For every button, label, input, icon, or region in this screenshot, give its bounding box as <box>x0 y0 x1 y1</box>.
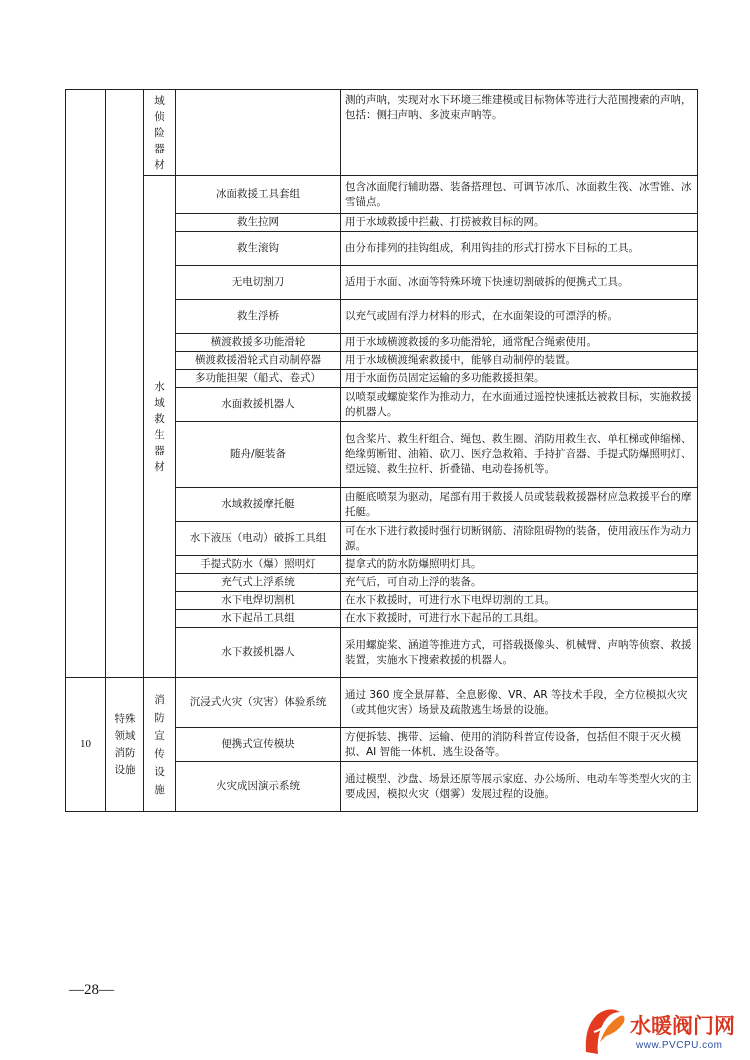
item-name <box>176 90 341 176</box>
table-row <box>66 90 698 176</box>
item-description: 可在水下进行救援时强行切断钢筋、清除阻碍物的装备，使用液压作为动力源。 <box>341 522 698 556</box>
item-name: 冰面救援工具套组 <box>176 176 341 214</box>
item-description: 由艇底喷泵为驱动，尾部有用于救援人员或装载救援器材应急救援平台的摩托艇。 <box>341 488 698 522</box>
item-name: 救生滚钩 <box>176 232 341 266</box>
item-description: 在水下救援时，可进行水下电焊切割的工具。 <box>341 592 698 610</box>
item-description: 用于水面伤员固定运输的多功能救援担架。 <box>341 370 698 388</box>
table-body <box>66 90 698 812</box>
item-description: 方便拆装、携带、运输、使用的消防科普宣传设备，包括但不限于灭火模拟、AI 智能一体机、逃生设备等。 <box>341 728 698 762</box>
item-name: 水下电焊切割机 <box>176 592 341 610</box>
item-description: 以喷泵或螺旋桨作为推动力，在水面通过遥控快速抵达被救目标，实施救援的机器人。 <box>341 388 698 422</box>
section-number-cell: 10 <box>66 678 106 812</box>
item-description: 包含冰面爬行辅助器、装备搭理包、可调节冰爪、冰面救生筏、冰雪锥、冰雪锚点。 <box>341 176 698 214</box>
item-description: 适用于水面、冰面等特殊环境下快速切割破拆的便携式工具。 <box>341 266 698 300</box>
item-description: 通过 360 度全景屏幕、全息影像、VR、AR 等技术手段，全方位模拟火灾（或其他灾害）场景及疏散逃生场景的设施。 <box>341 678 698 728</box>
table-row <box>66 678 698 728</box>
watermark-url: www.PVCPU.com <box>636 1040 723 1051</box>
item-description: 用于水域横渡绳索救援中，能够自动制停的装置。 <box>341 352 698 370</box>
item-name: 沉浸式火灾（灾害）体验系统 <box>176 678 341 728</box>
section-number-cell <box>66 90 106 678</box>
item-name: 便携式宣传模块 <box>176 728 341 762</box>
item-name: 水域救援摩托艇 <box>176 488 341 522</box>
item-name: 水下起吊工具组 <box>176 610 341 628</box>
item-description: 提拿式的防水防爆照明灯具。 <box>341 556 698 574</box>
item-name: 救生浮桥 <box>176 300 341 334</box>
pvcpu-logo-icon <box>580 1002 628 1058</box>
subcategory-cell: 域侦险器材 <box>144 90 176 176</box>
item-name: 无电切割刀 <box>176 266 341 300</box>
item-description: 用于水域横渡救援的多功能滑轮，通常配合绳索使用。 <box>341 334 698 352</box>
item-description: 采用螺旋桨、涵道等推进方式，可搭载摄像头、机械臂、声呐等侦察、救援装置，实施水下搜索救援的机器人。 <box>341 628 698 678</box>
subcategory-cell: 水域救生器材 <box>144 176 176 678</box>
table-row <box>66 176 698 214</box>
item-description: 包含桨片、救生杆组合、绳包、救生圈、消防用救生衣、单杠梯或伸缩梯、绝缘剪断钳、油箱、砍刀、医疗急救箱、手持扩音器、手提式防爆照明灯、望远镜、救生拉杆、折叠锚、电动卷扬机等。 <box>341 422 698 488</box>
equipment-spec-table <box>65 89 698 812</box>
item-description: 用于水域救援中拦截、打捞被救目标的网。 <box>341 214 698 232</box>
item-name: 多功能担架（船式、卷式） <box>176 370 341 388</box>
item-name: 火灾成因演示系统 <box>176 762 341 812</box>
item-name: 手提式防水（爆）照明灯 <box>176 556 341 574</box>
watermark-title: 水暖阀门网 <box>630 1014 735 1038</box>
item-description: 通过模型、沙盘、场景还原等展示家庭、办公场所、电动车等类型火灾的主要成因，模拟火灾（烟雾）发展过程的设施。 <box>341 762 698 812</box>
item-name: 救生拉网 <box>176 214 341 232</box>
item-name: 横渡救援多功能滑轮 <box>176 334 341 352</box>
item-name: 水下救援机器人 <box>176 628 341 678</box>
item-description: 在水下救援时，可进行水下起吊的工具组。 <box>341 610 698 628</box>
item-description: 以充气或固有浮力材料的形式，在水面架设的可漂浮的桥。 <box>341 300 698 334</box>
item-description: 由分布排列的挂钩组成，利用钩挂的形式打捞水下目标的工具。 <box>341 232 698 266</box>
category-cell <box>106 90 144 678</box>
item-name: 水面救援机器人 <box>176 388 341 422</box>
category-cell: 特殊领域消防设施 <box>106 678 144 812</box>
page-number: —28— <box>69 982 114 998</box>
site-watermark <box>580 1000 750 1060</box>
item-description: 充气后，可自动上浮的装备。 <box>341 574 698 592</box>
item-name: 横渡救援滑轮式自动制停器 <box>176 352 341 370</box>
subcategory-cell: 消防宣传设施 <box>144 678 176 812</box>
item-description: 测的声呐，实现对水下环境三维建模或目标物体等进行大范围搜索的声呐，包括：侧扫声呐、多波束声呐等。 <box>341 90 698 176</box>
item-name: 水下液压（电动）破拆工具组 <box>176 522 341 556</box>
item-name: 随舟/艇装备 <box>176 422 341 488</box>
item-name: 充气式上浮系统 <box>176 574 341 592</box>
